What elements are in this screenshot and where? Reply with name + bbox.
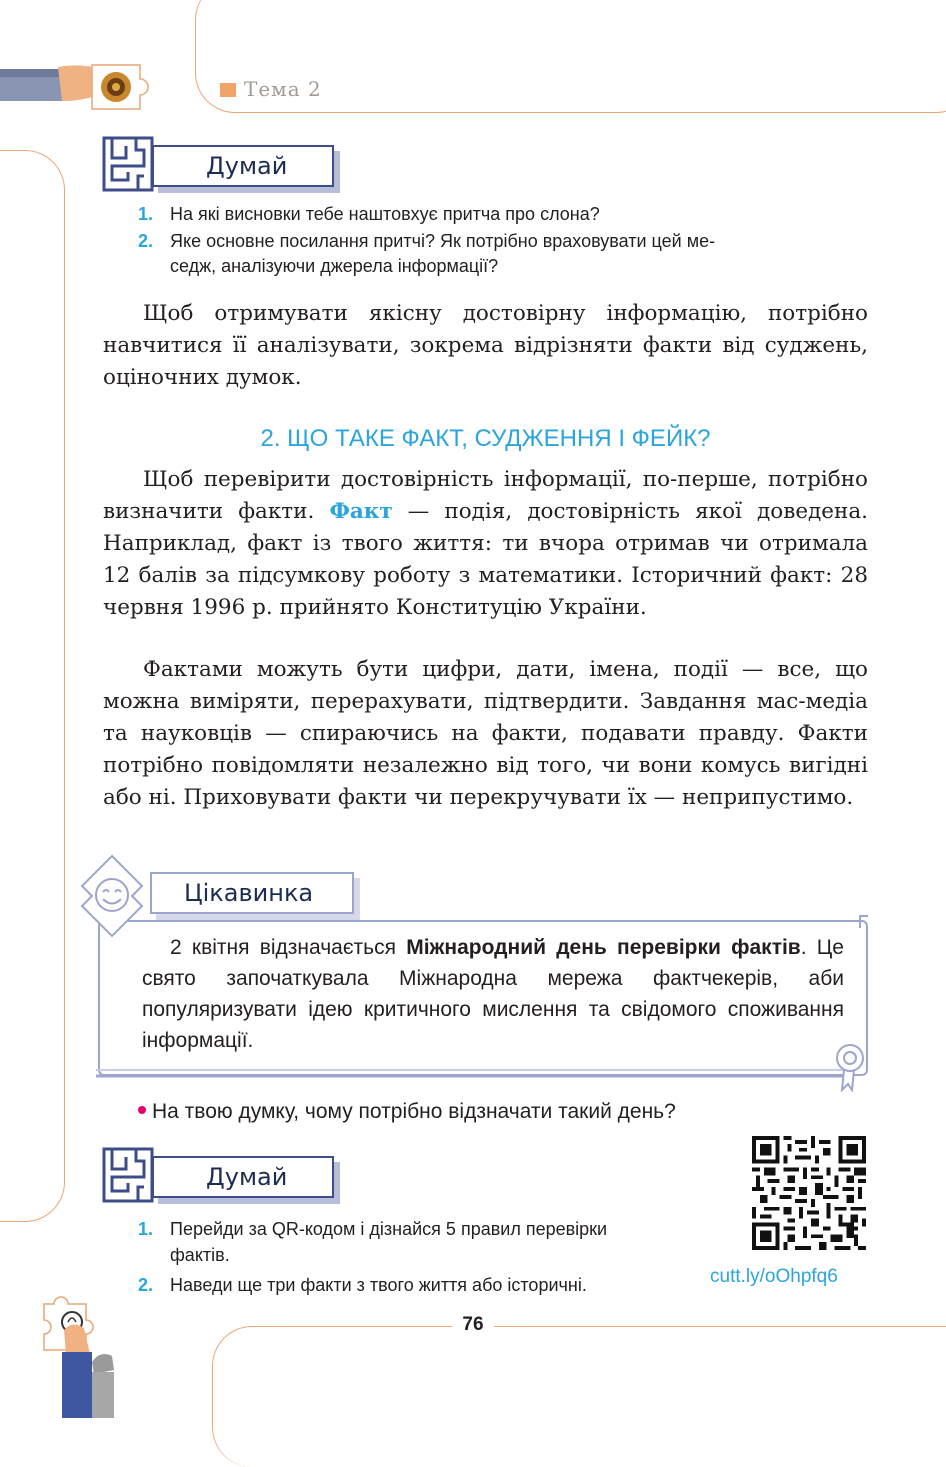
think-label-box-2 xyxy=(152,1156,334,1198)
qr-code[interactable] xyxy=(752,1136,866,1250)
bullet-question: На твою думку, чому потрібно відзначати такий день? xyxy=(138,1100,676,1124)
fact-term: Факт xyxy=(329,499,393,524)
interesting-label: Цікавинка xyxy=(184,879,314,907)
qr-link[interactable]: cutt.ly/oOhpfq6 xyxy=(710,1266,838,1287)
hands-puzzle-icon xyxy=(28,1270,138,1418)
topic-marker-icon xyxy=(220,83,236,97)
smiley-puzzle-icon xyxy=(72,852,152,938)
maze-icon xyxy=(102,1147,154,1203)
topic-label: Тема 2 xyxy=(220,77,322,101)
fact-definition-paragraph: Щоб перевірити достовірність інформації, по-перше, потрібно визначити факти. Факт — подія, достовірність якої доведена. Наприклад, факт із твого життя: ти вчора отримав чи отримала 12 балів за підсумкову роботу з математики. Історичний факт: 28 червня 1996 р. прийнято Конституцію України. xyxy=(103,467,868,620)
scroll-bottom-decoration xyxy=(92,1060,872,1090)
section-title: 2. ЩО ТАКЕ ФАКТ, СУДЖЕННЯ І ФЕЙК? xyxy=(260,425,711,452)
facts-paragraph: Фактами можуть бути цифри, дати, імена, події — все, що можна виміряти, перерахувати, підтвердити. Завдання мас-медіа та науковців — спираючись на факти, подавати правду. Факти потрібно повідомляти незалежно від того, чи вони комусь вигідні або ні. Приховувати факти чи перекручувати їх — неприпустимо. xyxy=(103,657,868,810)
think-label: Думай xyxy=(206,152,288,180)
decorative-frame-side xyxy=(0,150,65,1222)
list-item: 2. Яке основне посилання притчі? Як потрібно враховувати цей ме- xyxy=(138,231,716,251)
think-label-box xyxy=(152,145,334,187)
list-item: 1. На які висновки тебе наштовхує притча про слона? xyxy=(138,204,600,224)
list-item: 2. Наведи ще три факти з твого життя або історичні. xyxy=(138,1275,587,1295)
hand-puzzle-icon xyxy=(0,55,160,125)
decorative-frame-bottom xyxy=(212,1326,946,1467)
scroll-corner-decoration xyxy=(858,914,870,930)
interesting-label-box xyxy=(150,872,354,914)
bullet-dot-icon xyxy=(138,1106,146,1114)
intro-paragraph: Щоб отримувати якісну достовірну інформацію, потрібно навчитися її аналізувати, зокрема відрізняти факти від суджень, оціночних думок. xyxy=(103,301,868,390)
interesting-fact-text: 2 квітня відзначається Міжнародний день перевірки фактів. Це свято започаткувала Міжнародна мережа фактчекерів, аби популяризувати ідею критичного мислення та свідомого споживання інформації. xyxy=(142,936,844,1052)
maze-icon xyxy=(102,136,154,192)
think-label-2: Думай xyxy=(206,1163,288,1191)
page-number: 76 xyxy=(0,1314,946,1336)
question-list-2: 1. Перейди за QR-кодом і дізнайся 5 правил перевірки фактів. 2. Наведи ще три факти з твого життя або історичні. xyxy=(138,1216,738,1298)
list-item: 1. Перейди за QR-кодом і дізнайся 5 правил перевірки xyxy=(138,1219,608,1239)
question-list-1: 1. На які висновки тебе наштовхує притча про слона? 2. Яке основне посилання притчі? Як потрібно враховувати цей ме- седж, аналізуючи джерела інформації? xyxy=(138,202,868,279)
